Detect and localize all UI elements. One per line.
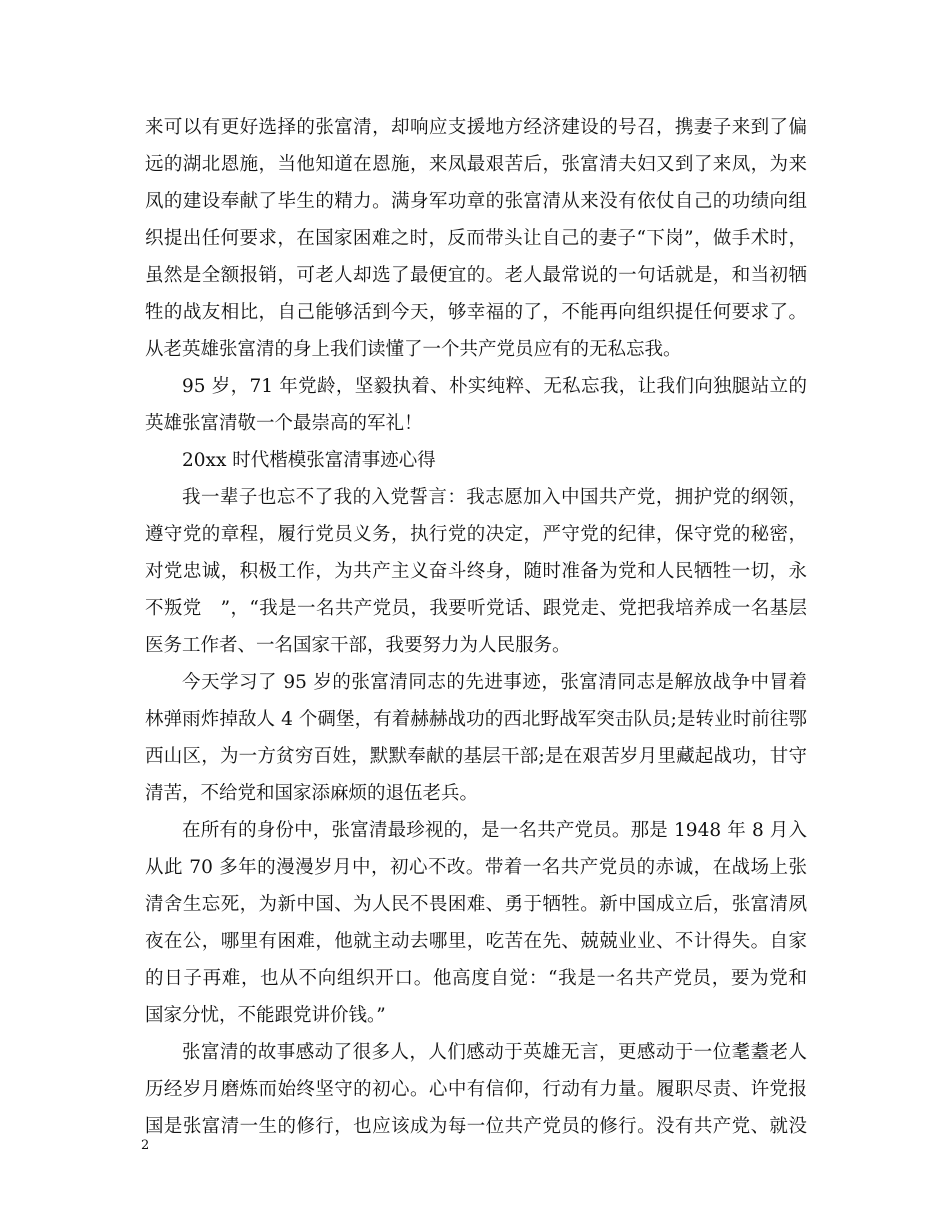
text-line: 国家分忧，不能跟党讲价钱。” [145, 1005, 386, 1026]
text-line: 95 岁，71 年党龄，坚毅执着、朴实纯粹、无私忘我，让我们向独腿站立的 [182, 376, 807, 397]
text-line: 遵守党的章程，履行党员义务，执行党的决定，严守党的纪律，保守党的秘密， [145, 524, 807, 545]
page-number: 2 [141, 1138, 150, 1153]
text-line: 英雄张富清敬一个最崇高的军礼！ [145, 413, 423, 434]
text-line: 国是张富清一生的修行，也应该成为每一位共产党员的修行。没有共产党、就没 [145, 1116, 807, 1137]
text-line: 的日子再难，也从不向组织开口。他高度自觉：“我是一名共产党员，要为党和 [145, 968, 807, 989]
text-line: 凤的建设奉献了毕生的精力。满身军功章的张富清从来没有依仗自己的功绩向组 [145, 191, 807, 212]
text-line: 历经岁月磨炼而始终坚守的初心。心中有信仰，行动有力量。履职尽责、许党报 [145, 1079, 807, 1100]
text-line: 不叛党 ”，“我是一名共产党员，我要听党话、跟党走、党把我培养成一名基层 [145, 598, 807, 619]
text-line: 在所有的身份中，张富清最珍视的，是一名共产党员。那是 1948 年 8 月入 [182, 820, 807, 841]
text-line: 牲的战友相比，自己能够活到今天，够幸福的了，不能再向组织提任何要求了。 [145, 302, 807, 323]
text-line: 20xx 时代楷模张富清事迹心得 [182, 450, 436, 471]
text-line: 张富清的故事感动了很多人，人们感动于英雄无言，更感动于一位耄耋老人 [182, 1042, 807, 1063]
text-line: 来可以有更好选择的张富清，却响应支援地方经济建设的号召，携妻子来到了偏 [145, 117, 807, 138]
text-line: 远的湖北恩施，当他知道在恩施，来凤最艰苦后，张富清夫妇又到了来凤，为来 [145, 154, 807, 175]
text-line: 织提出任何要求，在国家困难之时，反而带头让自己的妻子“下岗”，做手术时， [145, 228, 807, 249]
text-line: 林弹雨炸掉敌人 4 个碉堡，有着赫赫战功的西北野战军突击队员;是转业时前往鄂 [145, 709, 807, 730]
text-line: 虽然是全额报销，可老人却选了最便宜的。老人最常说的一句话就是，和当初牺 [145, 265, 807, 286]
text-line: 我一辈子也忘不了我的入党誓言：我志愿加入中国共产党，拥护党的纲领， [182, 487, 807, 508]
text-line: 医务工作者、一名国家干部，我要努力为人民服务。 [145, 635, 571, 656]
text-line: 西山区，为一方贫穷百姓，默默奉献的基层干部;是在艰苦岁月里藏起战功，甘守 [145, 746, 807, 767]
text-line: 今天学习了 95 岁的张富清同志的先进事迹，张富清同志是解放战争中冒着 [182, 672, 807, 693]
text-line: 夜在公，哪里有困难，他就主动去哪里，吃苦在先、兢兢业业、不计得失。自家 [145, 931, 807, 952]
text-line: 清舍生忘死，为新中国、为人民不畏困难、勇于牺牲。新中国成立后，张富清夙 [145, 894, 807, 915]
text-line: 清苦，不给党和国家添麻烦的退伍老兵。 [145, 783, 479, 804]
text-line: 对党忠诚，积极工作，为共产主义奋斗终身，随时准备为党和人民牺牲一切，永 [145, 561, 807, 582]
text-line: 从老英雄张富清的身上我们读懂了一个共产党员应有的无私忘我。 [145, 339, 682, 360]
text-line: 从此 70 多年的漫漫岁月中，初心不改。带着一名共产党员的赤诚，在战场上张 [145, 857, 807, 878]
document-body [145, 109, 807, 1145]
